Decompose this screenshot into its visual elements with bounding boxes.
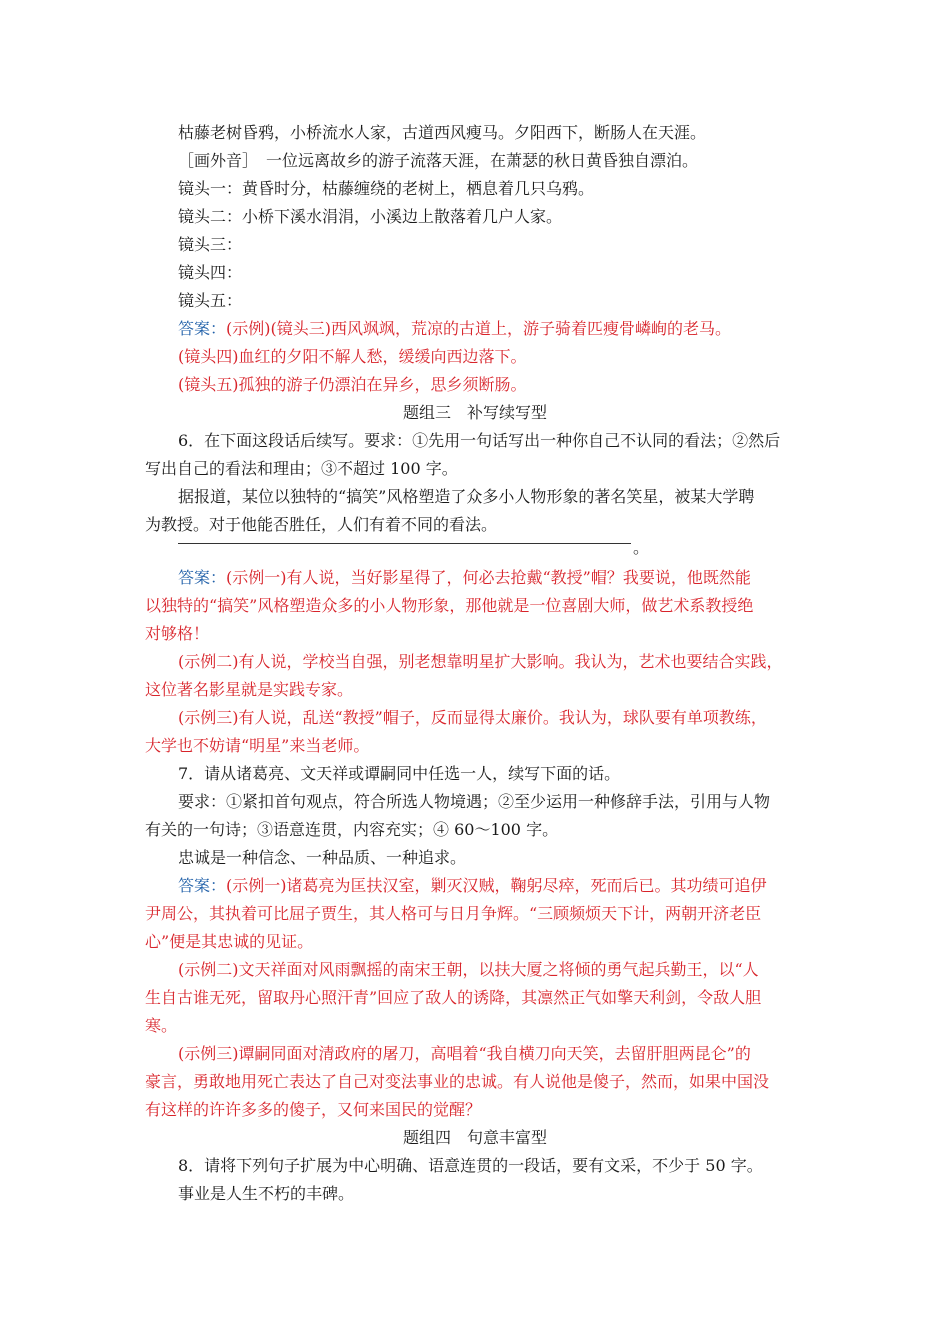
shot-two-line: 镜头二：小桥下溪水涓涓，小溪边上散落着几户人家。 bbox=[178, 207, 563, 226]
answer-line: (示例二)有人说，学校当自强，别老想靠明星扩大影响。我认为，艺术也要结合实践， bbox=[178, 652, 783, 671]
answer-label: 答案： bbox=[178, 568, 227, 587]
answer-blank-line bbox=[178, 543, 631, 544]
question-6-line: 6．在下面这段话后续写。要求：①先用一句话写出一种你自己不认同的看法；②然后 bbox=[178, 431, 781, 450]
shot-three-line: 镜头三： bbox=[178, 235, 243, 254]
answer-line: 有这样的许许多多的傻子，又何来国民的觉醒？ bbox=[145, 1100, 482, 1119]
answer-paragraph: 答案：(示例)(镜头三)西风飒飒，荒凉的古道上，游子骑着匹瘦骨嶙峋的老马。 bbox=[178, 319, 731, 338]
answer-line: (镜头五)孤独的游子仍漂泊在异乡，思乡须断肠。 bbox=[178, 375, 527, 394]
answer-line: (示例二)文天祥面对风雨飘摇的南宋王朝，以扶大厦之将倾的勇气起兵勤王，以“人 bbox=[178, 960, 759, 979]
question-7-line: 7．请从诸葛亮、文天祥或谭嗣同中任选一人，续写下面的话。 bbox=[178, 764, 621, 783]
question-7-prompt: 忠诚是一种信念、一种品质、一种追求。 bbox=[178, 848, 467, 867]
answer-paragraph: 答案：(示例一)诸葛亮为匡扶汉室，剿灭汉贼，鞠躬尽瘁，死而后已。其功绩可追伊 bbox=[178, 876, 767, 895]
answer-line: 以独特的“搞笑”风格塑造众多的小人物形象，那他就是一位喜剧大师，做艺术系教授绝 bbox=[145, 596, 754, 615]
section-heading: 题组四 句意丰富型 bbox=[402, 1128, 547, 1147]
answer-line: 尹周公，其执着可比屈子贾生，其人格可与日月争辉。“三顾频烦天下计，两朝开济老臣 bbox=[145, 904, 762, 923]
answer-label: 答案： bbox=[178, 876, 227, 895]
answer-paragraph: 答案：(示例一)有人说，当好影星得了，何必去抢戴“教授”帽？我要说，他既然能 bbox=[178, 568, 751, 587]
question-7-requirement: 要求：①紧扣首句观点，符合所选人物境遇；②至少运用一种修辞手法，引用与人物 bbox=[178, 792, 771, 811]
answer-line: 豪言，勇敢地用死亡表达了自己对变法事业的忠诚。有人说他是傻子，然而，如果中国没 bbox=[145, 1072, 770, 1091]
question-7-requirement: 有关的一句诗；③语意连贯，内容充实；④ 60～100 字。 bbox=[145, 820, 559, 839]
answer-line: 大学也不妨请“明星”来当老师。 bbox=[145, 736, 370, 755]
answer-line: (示例三)有人说，乱送“教授”帽子，反而显得太廉价。我认为，球队要有单项教练， bbox=[178, 708, 767, 727]
question-8-sentence: 事业是人生不朽的丰碑。 bbox=[178, 1184, 355, 1203]
answer-line: 生自古谁无死，留取丹心照汗青”回应了敌人的诱降，其凛然正气如擎天利剑，令敌人胆 bbox=[145, 988, 762, 1007]
question-6-passage: 为教授。对于他能否胜任，人们有着不同的看法。 bbox=[145, 515, 498, 534]
answer-line: (镜头四)血红的夕阳不解人愁，缓缓向西边落下。 bbox=[178, 347, 527, 366]
answer-line: (示例三)谭嗣同面对清政府的屠刀，高唱着“我自横刀向天笑，去留肝胆两昆仑”的 bbox=[178, 1044, 751, 1063]
shot-five-line: 镜头五： bbox=[178, 291, 243, 310]
answer-line: 这位著名影星就是实践专家。 bbox=[145, 680, 354, 699]
answer-line: 寒。 bbox=[145, 1016, 178, 1035]
question-6-line: 写出自己的看法和理由；③不超过 100 字。 bbox=[145, 459, 458, 478]
shot-four-line: 镜头四： bbox=[178, 263, 243, 282]
question-6-passage: 据报道，某位以独特的“搞笑”风格塑造了众多小人物形象的著名笑星，被某大学聘 bbox=[178, 487, 755, 506]
voiceover-line: ［画外音］ 一位远离故乡的游子流落天涯，在萧瑟的秋日黄昏独自漂泊。 bbox=[178, 151, 699, 170]
answer-blank-period: 。 bbox=[633, 538, 650, 557]
answer-line: 对够格！ bbox=[145, 624, 210, 643]
poem-line: 枯藤老树昏鸦，小桥流水人家，古道西风瘦马。夕阳西下，断肠人在天涯。 bbox=[178, 123, 707, 142]
answer-line: 心”便是其忠诚的见证。 bbox=[145, 932, 314, 951]
section-heading: 题组三 补写续写型 bbox=[402, 403, 547, 422]
answer-label: 答案： bbox=[178, 319, 227, 338]
question-8-line: 8．请将下列句子扩展为中心明确、语意连贯的一段话，要有文采，不少于 50 字。 bbox=[178, 1156, 763, 1175]
shot-one-line: 镜头一：黄昏时分，枯藤缠绕的老树上，栖息着几只乌鸦。 bbox=[178, 179, 595, 198]
